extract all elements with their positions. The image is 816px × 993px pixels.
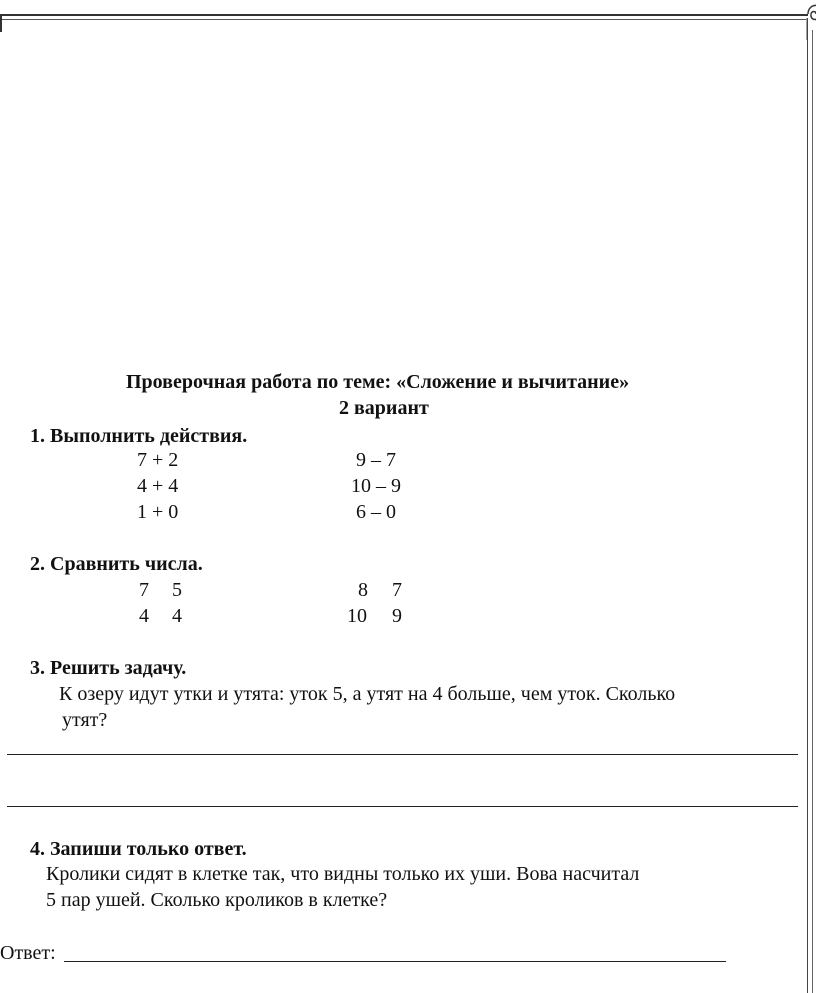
task3-text: К озеру идут утки и утята: уток 5, а утят на 4 больше, чем уток. Сколько: [59, 683, 676, 705]
task1-heading: 1. Выполнить действия.: [30, 425, 248, 447]
task2-number: 5: [172, 579, 182, 601]
task3-text: утят?: [62, 709, 108, 731]
task1-right-expression: 9 – 7: [356, 449, 396, 471]
page-frame-top-inner: [0, 19, 806, 20]
task4-heading: 4. Запиши только ответ.: [30, 838, 247, 860]
answer-line: [64, 961, 726, 962]
answer-line: [7, 806, 798, 807]
task1-right-expression: 6 – 0: [356, 501, 396, 523]
task1-left-expression: 4 + 4: [137, 475, 179, 497]
scroll-curl-icon: [799, 0, 816, 40]
task1-left-expression: 7 + 2: [137, 449, 179, 471]
answer-label: Ответ:: [0, 942, 56, 964]
task2-number: 4: [172, 605, 182, 627]
task2-number: 8: [358, 579, 368, 601]
answer-line: [7, 754, 798, 755]
page-frame-right: [807, 18, 808, 993]
task4-text: Кролики сидят в клетке так, что видны только их уши. Вова насчитал: [46, 863, 640, 885]
task2-number: 10: [347, 605, 367, 627]
task2-number: 9: [392, 605, 402, 627]
task3-heading: 3. Решить задачу.: [30, 657, 187, 679]
page-title: Проверочная работа по теме: «Сложение и вычитание»: [126, 371, 630, 393]
task2-number: 7: [139, 579, 149, 601]
task1-right-expression: 10 – 9: [351, 475, 401, 497]
page-frame-right-inner: [812, 30, 813, 993]
task1-left-expression: 1 + 0: [137, 501, 179, 523]
task2-number: 7: [392, 579, 402, 601]
variant-label: 2 вариант: [339, 397, 429, 419]
page-frame-left: [0, 14, 2, 32]
task2-number: 4: [139, 605, 149, 627]
page-frame-top: [0, 14, 808, 16]
task4-text: 5 пар ушей. Сколько кроликов в клетке?: [46, 889, 388, 911]
task2-heading: 2. Сравнить числа.: [30, 553, 203, 575]
